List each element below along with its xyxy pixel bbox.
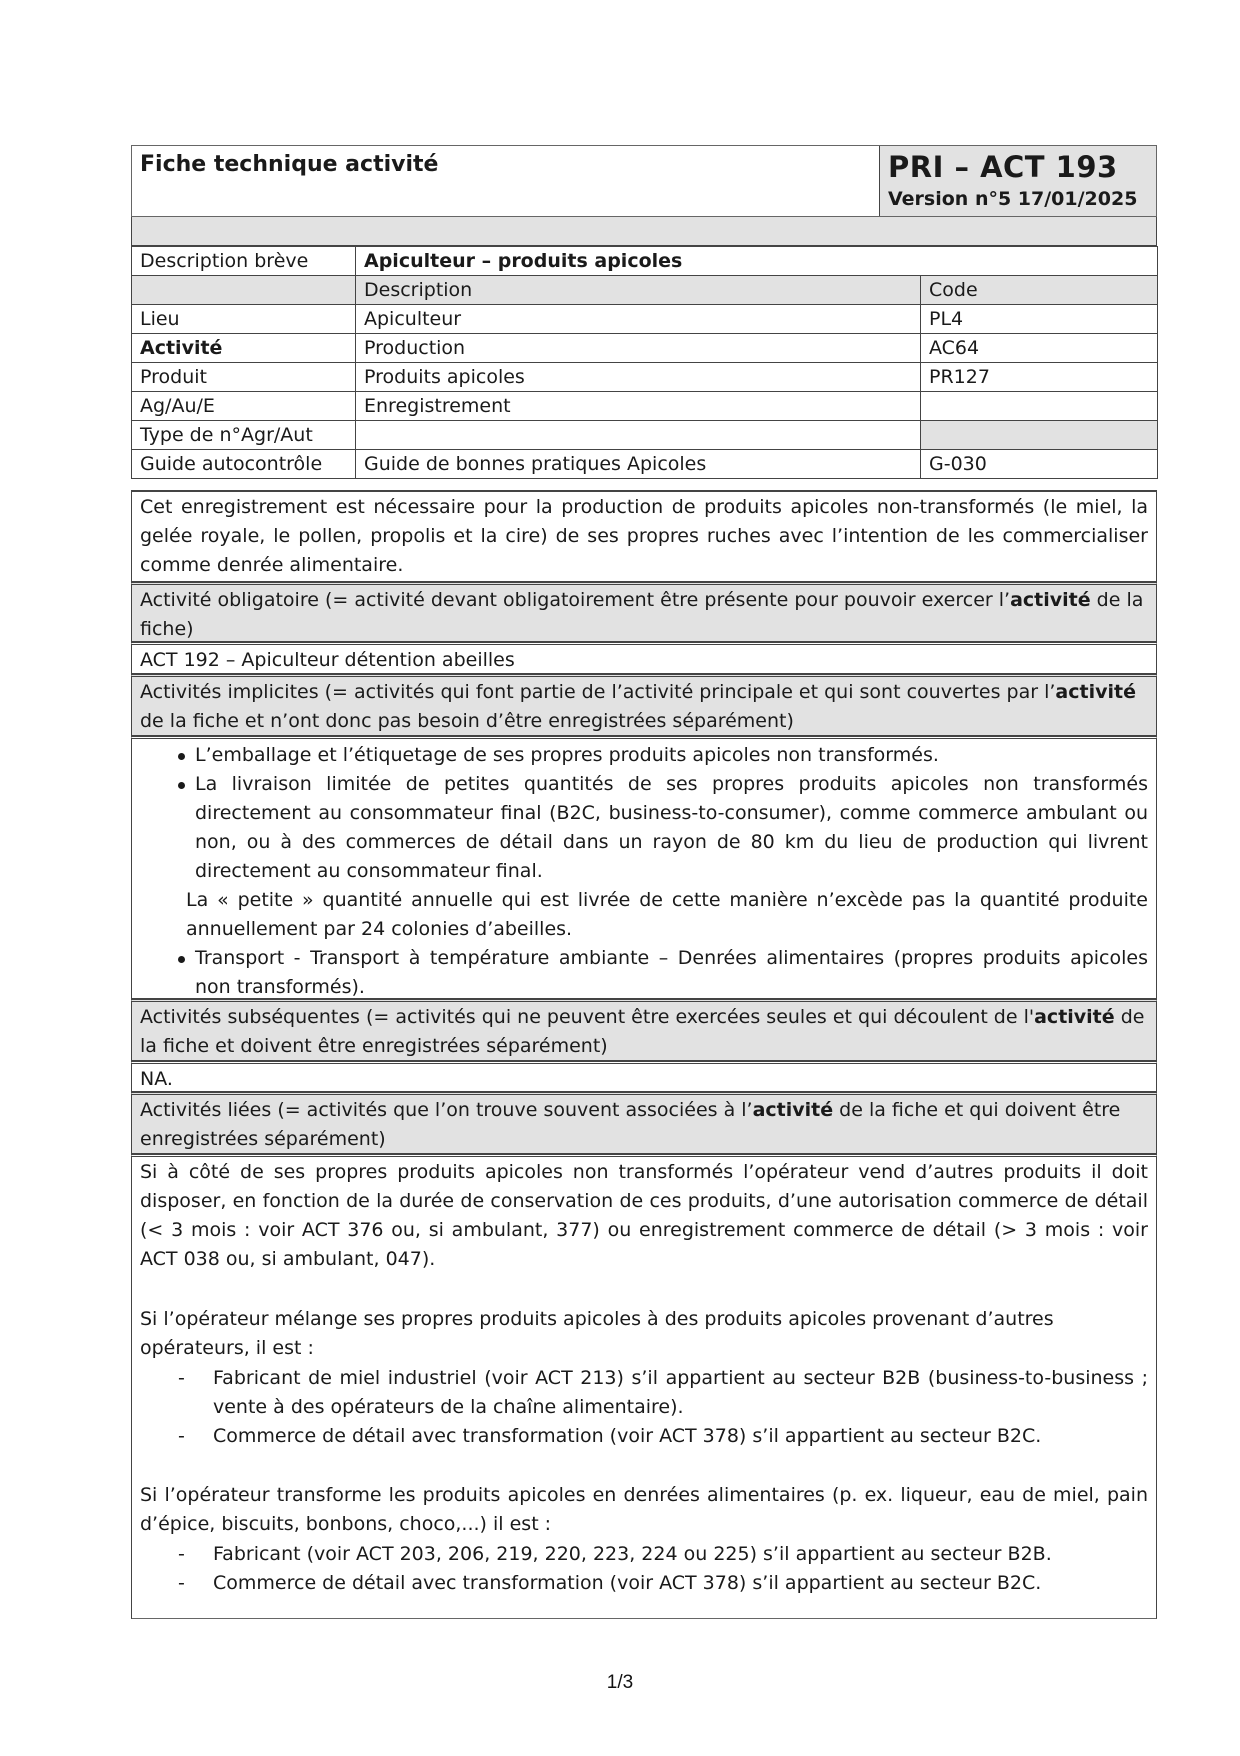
list-item <box>132 1364 1156 1422</box>
row-description: Enregistrement <box>356 392 921 421</box>
heading-text: Activité obligatoire (= activité devant obligatoirement être présente pour pouvoir exercer l’ <box>140 589 1011 611</box>
row-code: G-030 <box>921 450 1158 479</box>
subsequent-activities-heading <box>131 999 1157 1061</box>
table-row <box>132 334 1158 363</box>
heading-text: Activités implicites (= activités qui font partie de l’activité principale et qui sont couvertes par l’ <box>140 681 1056 703</box>
intro-text: Cet enregistrement est nécessaire pour la production de produits apicoles non-transformés (le miel, la gelée royale, le pollen, propolis et la cire) de ses propres ruches avec l’intention de les commercialiser comme denrée alimentaire. <box>140 496 1148 576</box>
row-label: Lieu <box>132 305 356 334</box>
row-label: Guide autocontrôle <box>132 450 356 479</box>
heading-text: Activités subséquentes (= activités qui ne peuvent être exercées seules et qui découlent de l' <box>140 1006 1035 1028</box>
related-paragraph-2: Si l’opérateur mélange ses propres produits apicoles à des produits apicoles provenant d’autres opérateurs, il est : <box>140 1308 1054 1359</box>
table-row <box>132 247 1158 276</box>
heading-bold-text: activité <box>1034 1006 1115 1028</box>
list-item-text: Commerce de détail avec transformation (voir ACT 378) s’il appartient au secteur B2C. <box>213 1425 1042 1447</box>
related-activities-heading <box>131 1092 1157 1154</box>
table-header-row <box>132 276 1158 305</box>
intro-section <box>131 490 1157 582</box>
column-header-description: Description <box>356 276 921 305</box>
row-code <box>921 392 1158 421</box>
bullet-icon <box>178 956 185 963</box>
list-item-text: Fabricant de miel industriel (voir ACT 213) s’il appartient au secteur B2B (business-to-business ; vente à des opérateurs de la chaîne alimentaire). <box>213 1367 1148 1418</box>
column-header-code: Code <box>921 276 1158 305</box>
header-title-cell <box>132 146 880 216</box>
list-note <box>132 886 1156 944</box>
heading-text: de la fiche) <box>140 589 1144 640</box>
implicit-heading-text <box>132 677 1156 737</box>
header-code-cell <box>880 146 1156 216</box>
subsequent-value-text: NA. <box>140 1068 173 1090</box>
related-heading-text <box>132 1095 1156 1155</box>
table-row <box>132 450 1158 479</box>
subsequent-heading-text <box>132 1002 1156 1062</box>
related-list-2 <box>132 1364 1156 1451</box>
list-item <box>132 1569 1156 1598</box>
list-item <box>132 741 1156 770</box>
row-code: AC64 <box>921 334 1158 363</box>
mandatory-value-text: ACT 192 – Apiculteur détention abeilles <box>140 649 515 671</box>
row-description <box>356 421 921 450</box>
short-description-label: Description brève <box>132 247 356 276</box>
row-label: Produit <box>132 363 356 392</box>
related-paragraph-1: Si à côté de ses propres produits apicoles non transformés l’opérateur vend d’autres produits il doit disposer, en fonction de la durée de conservation de ces produits, d’une autorisation commerce de détail (< 3 mois : voir ACT 376 ou, si ambulant, 377) ou enregistrement commerce de détail (> 3 mois : voir ACT 038 ou, si ambulant, 047). <box>140 1161 1148 1270</box>
related-list-3 <box>132 1540 1156 1598</box>
column-header-empty <box>132 276 356 305</box>
list-note-text: La « petite » quantité annuelle qui est livrée de cette manière n’excède pas la quantité produite annuellement par 24 colonies d’abeilles. <box>186 889 1148 940</box>
row-label: Type de n°Agr/Aut <box>132 421 356 450</box>
mandatory-heading-text <box>132 585 1156 645</box>
list-item-text: Fabricant (voir ACT 203, 206, 219, 220, 223, 224 ou 225) s’il appartient au secteur B2B. <box>213 1543 1052 1565</box>
page-number: 1/3 <box>606 1672 634 1693</box>
version-label: Version n°5 17/01/2025 <box>888 188 1138 210</box>
heading-bold-text: activité <box>752 1099 834 1121</box>
heading-text: de la fiche et doivent être enregistrées séparément) <box>140 1006 1145 1057</box>
heading-text: Activités liées (= activités que l’on trouve souvent associées à l’ <box>140 1099 753 1121</box>
row-code: PR127 <box>921 363 1158 392</box>
row-label: Activité <box>132 334 356 363</box>
heading-text: de la fiche et n’ont donc pas besoin d’être enregistrées séparément) <box>140 710 794 732</box>
mandatory-activity-heading <box>131 582 1157 642</box>
sheet-header <box>131 145 1157 217</box>
activity-code: PRI – ACT 193 <box>888 150 1118 184</box>
table-row <box>132 363 1158 392</box>
list-item <box>132 770 1156 886</box>
mandatory-activity-value <box>131 642 1157 674</box>
heading-bold-text: activité <box>1055 681 1136 703</box>
table-row <box>132 392 1158 421</box>
implicit-activities-heading <box>131 674 1157 736</box>
page-title: Fiche technique activité <box>140 152 439 177</box>
row-code <box>921 421 1158 450</box>
row-description: Guide de bonnes pratiques Apicoles <box>356 450 921 479</box>
subsequent-activities-value <box>131 1061 1157 1092</box>
heading-text: de la fiche et qui doivent être enregistrées séparément) <box>140 1099 1121 1150</box>
list-item-text: Transport - Transport à température ambiante – Denrées alimentaires (propres produits apicoles non transformés). <box>195 947 1148 998</box>
dash-icon: - <box>178 1425 185 1447</box>
list-item-text: L’emballage et l’étiquetage de ses propres produits apicoles non transformés. <box>195 744 939 766</box>
related-activities-content <box>131 1154 1157 1619</box>
related-paragraph-3: Si l’opérateur transforme les produits apicoles en denrées alimentaires (p. ex. liqueur, eau de miel, pain d’épice, biscuits, bonbons, choco,...) il est : <box>140 1484 1148 1535</box>
row-description: Apiculteur <box>356 305 921 334</box>
dash-icon: - <box>178 1572 185 1594</box>
implicit-activities-list <box>131 736 1157 999</box>
bullet-icon <box>178 753 185 760</box>
blank-separator-row <box>131 217 1157 246</box>
row-description: Produits apicoles <box>356 363 921 392</box>
list-item-text: Commerce de détail avec transformation (voir ACT 378) s’il appartient au secteur B2C. <box>213 1572 1042 1594</box>
list-item <box>132 1540 1156 1569</box>
list-item <box>132 1422 1156 1451</box>
table-row <box>132 421 1158 450</box>
info-table <box>131 246 1158 479</box>
list-item <box>132 944 1156 1002</box>
short-description-value: Apiculteur – produits apicoles <box>356 247 1158 276</box>
heading-bold-text: activité <box>1010 589 1091 611</box>
row-code: PL4 <box>921 305 1158 334</box>
dash-icon: - <box>178 1543 185 1565</box>
dash-icon: - <box>178 1367 185 1389</box>
list-item-text: La livraison limitée de petites quantités de ses propres produits apicoles non transformés directement au consommateur final (B2C, business-to-consumer), comme commerce ambulant ou non, ou à des commerces de détail dans un rayon de 80 km du lieu de production qui livrent directement au consommateur final. <box>195 773 1148 882</box>
table-row <box>132 305 1158 334</box>
bullet-icon <box>178 782 185 789</box>
row-label: Ag/Au/E <box>132 392 356 421</box>
row-description: Production <box>356 334 921 363</box>
